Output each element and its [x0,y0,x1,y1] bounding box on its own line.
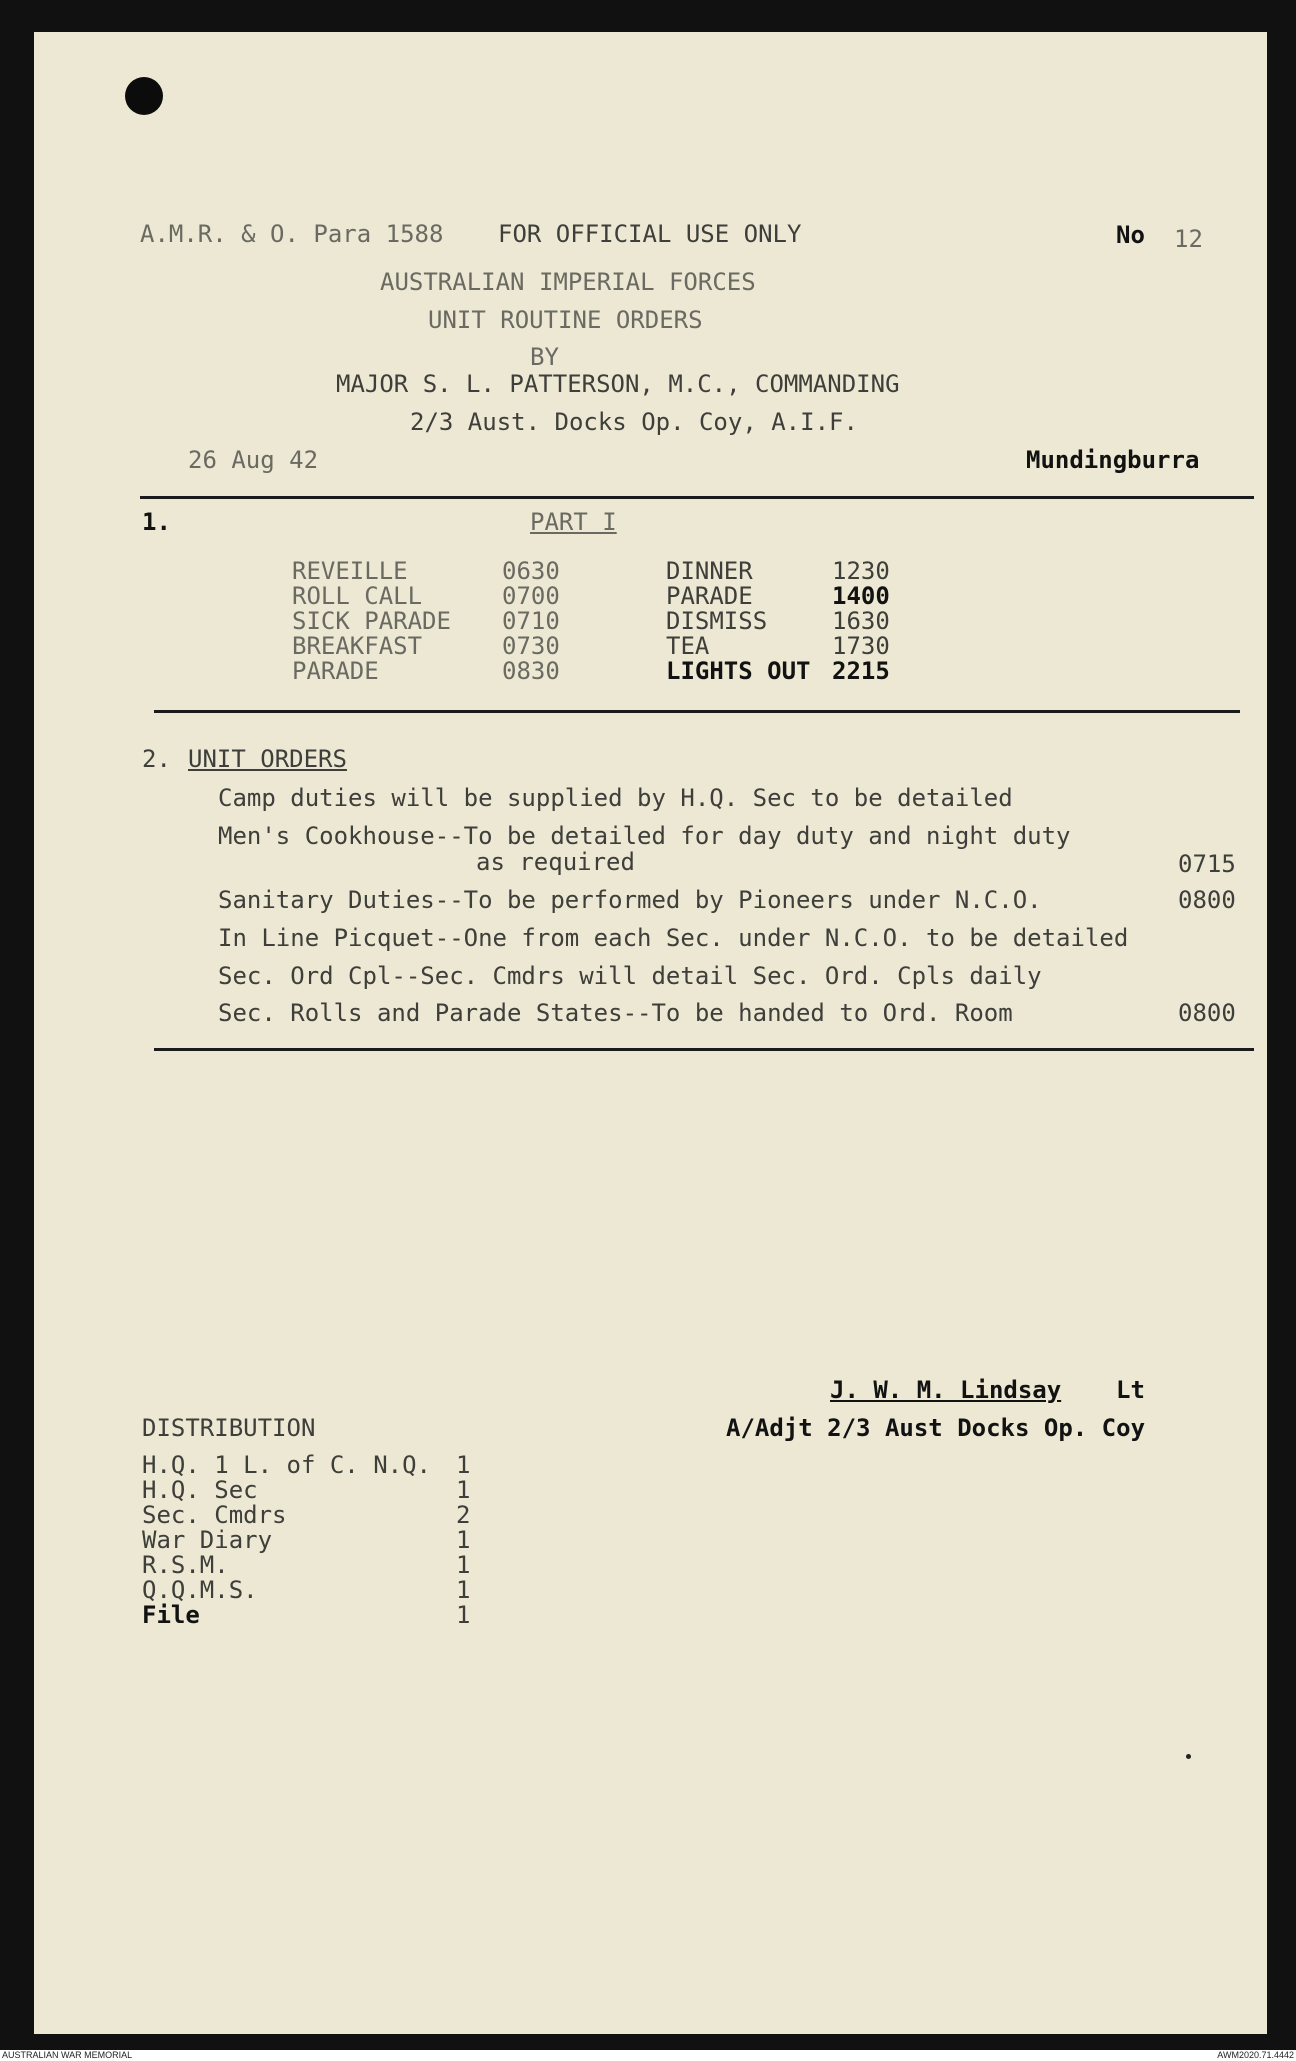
order-text: Sec. Ord Cpl--Sec. Cmdrs will detail Sec. Ord. Cpls daily [218,962,1042,990]
distribution-recipient: Sec. Cmdrs [142,1501,287,1529]
signature-title: A/Adjt 2/3 Aust Docks Op. Coy [726,1414,1146,1442]
number-value: 12 [1174,225,1203,253]
part2-heading: UNIT ORDERS [188,745,347,773]
schedule-time: 1630 [832,607,890,635]
signature-name: J. W. M. Lindsay [830,1376,1062,1404]
order-time: 0800 [1178,886,1236,914]
schedule-time: 1230 [832,557,890,585]
title-line-2: UNIT ROUTINE ORDERS [428,306,703,334]
schedule-event: LIGHTS OUT [666,657,811,685]
reference-line: A.M.R. & O. Para 1588 [140,220,444,248]
order-time: 0800 [1178,999,1236,1027]
schedule-event: BREAKFAST [292,632,423,660]
distribution-copies: 1 [456,1476,471,1504]
rule-1 [140,496,1254,499]
distribution-copies: 1 [456,1551,471,1579]
order-date: 26 Aug 42 [188,446,319,474]
classification: FOR OFFICIAL USE ONLY [498,220,802,248]
schedule-event: REVEILLE [292,557,408,585]
distribution-copies: 1 [456,1601,471,1629]
schedule-event: PARADE [292,657,379,685]
footer-institution: AUSTRALIAN WAR MEMORIAL [2,2050,133,2060]
schedule-time: 1400 [832,582,890,610]
order-place: Mundingburra [1026,446,1200,474]
number-label: No [1116,221,1145,249]
schedule-event: ROLL CALL [292,582,423,610]
schedule-event: TEA [666,632,710,660]
order-text-continued: as required [476,848,635,876]
title-line-1: AUSTRALIAN IMPERIAL FORCES [380,268,756,296]
distribution-heading: DISTRIBUTION [142,1414,316,1442]
title-line-5: 2/3 Aust. Docks Op. Coy, A.I.F. [410,408,858,436]
footer-accession: AWM2020.71.4442 [1217,2050,1294,2060]
order-text: Sec. Rolls and Parade States--To be handed to Ord. Room [218,999,1013,1027]
schedule-time: 0710 [502,607,560,635]
title-line-4: MAJOR S. L. PATTERSON, M.C., COMMANDING [336,370,900,398]
rule-2 [154,710,1240,713]
order-text: In Line Picquet--One from each Sec. under N.C.O. to be detailed [218,924,1129,952]
schedule-time: 2215 [832,657,890,685]
schedule-event: SICK PARADE [292,607,451,635]
punch-hole [125,77,163,115]
ink-speck [1186,1754,1191,1759]
distribution-recipient: R.S.M. [142,1551,229,1579]
schedule-event: DINNER [666,557,753,585]
order-text: Men's Cookhouse--To be detailed for day duty and night duty [218,822,1071,850]
archive-footer [0,2050,1296,2061]
rule-3 [154,1048,1254,1051]
schedule-time: 0700 [502,582,560,610]
distribution-recipient: File [142,1601,200,1629]
schedule-event: PARADE [666,582,753,610]
distribution-recipient: H.Q. Sec [142,1476,258,1504]
order-text: Camp duties will be supplied by H.Q. Sec to be detailed [218,784,1013,812]
schedule-time: 1730 [832,632,890,660]
part1-number: 1. [142,508,171,536]
part1-heading: PART I [530,508,617,536]
distribution-recipient: Q.Q.M.S. [142,1576,258,1604]
signature-rank: Lt [1116,1376,1145,1404]
distribution-copies: 1 [456,1451,471,1479]
distribution-copies: 1 [456,1526,471,1554]
part2-number: 2. [142,745,171,773]
distribution-copies: 1 [456,1576,471,1604]
order-time: 0715 [1178,850,1236,878]
distribution-recipient: War Diary [142,1526,273,1554]
distribution-copies: 2 [456,1501,471,1529]
distribution-recipient: H.Q. 1 L. of C. N.Q. [142,1451,431,1479]
schedule-event: DISMISS [666,607,768,635]
title-line-3: BY [530,343,559,371]
schedule-time: 0630 [502,557,560,585]
schedule-time: 0830 [502,657,560,685]
schedule-time: 0730 [502,632,560,660]
order-text: Sanitary Duties--To be performed by Pioneers under N.C.O. [218,886,1042,914]
